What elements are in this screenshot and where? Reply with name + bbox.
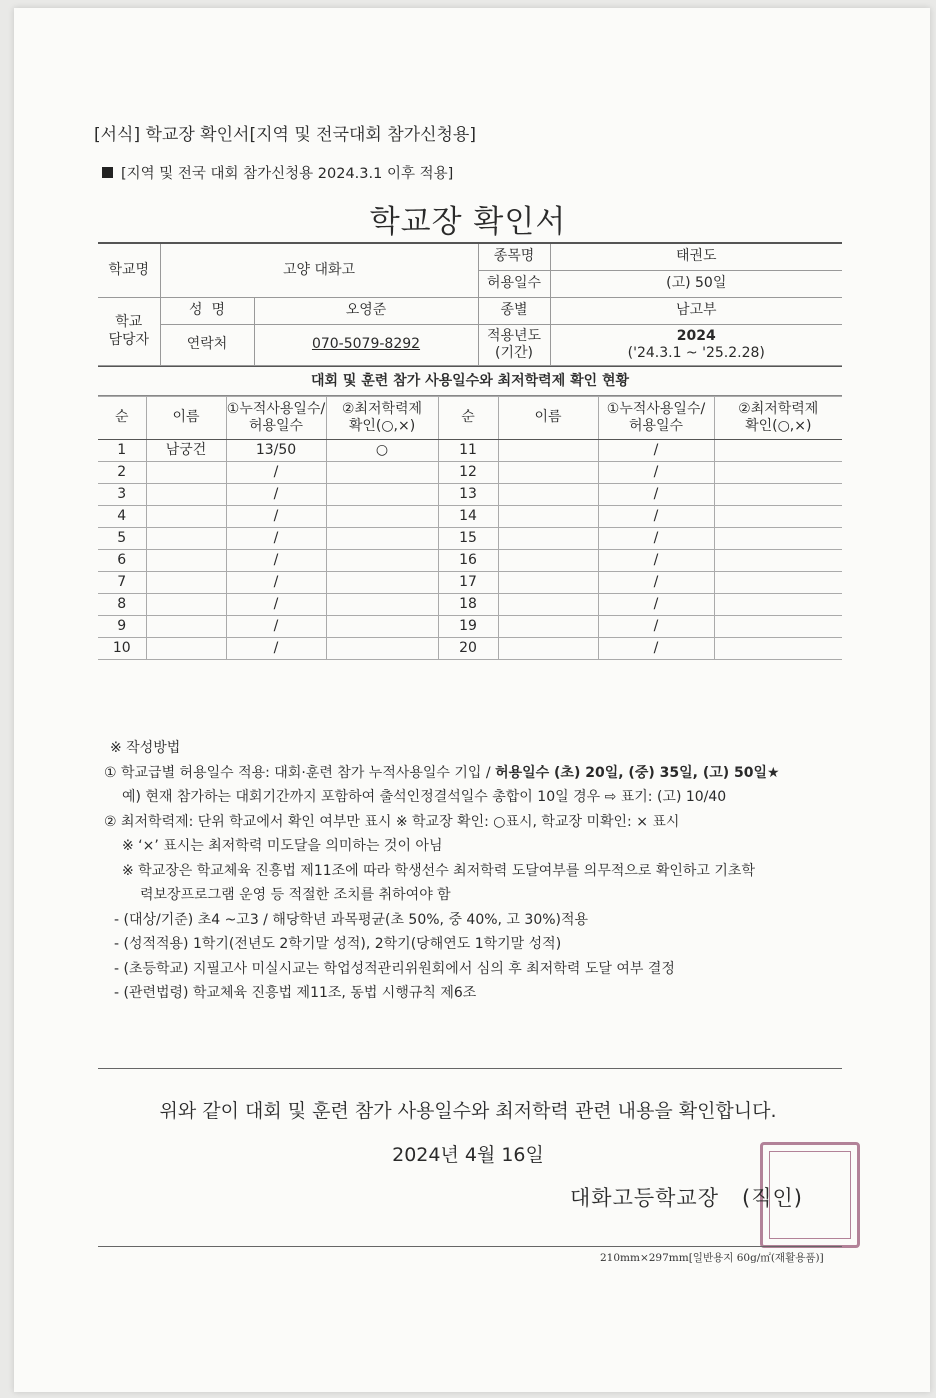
year-cell [550, 325, 842, 366]
row-no-right: 14 [438, 506, 498, 528]
document-title: 학교장 확인서 [369, 204, 567, 240]
row-check-right [714, 484, 842, 506]
roster-table [98, 396, 842, 660]
row-no: 2 [98, 462, 146, 484]
row-days: / [226, 572, 326, 594]
row-days-right: / [598, 440, 714, 462]
paper-spec: 210mm×297mm[일반용지 60g/㎡(재활용품)] [600, 1252, 824, 1264]
header-no: 순 [98, 397, 146, 440]
row-days-right: / [598, 506, 714, 528]
row-name [146, 550, 226, 572]
row-days: / [226, 594, 326, 616]
year-label: 적용년도 (기간) [478, 325, 550, 366]
row-name-right [498, 440, 598, 462]
row-no: 9 [98, 616, 146, 638]
note-1-example: 예) 현재 참가하는 대회기간까지 포함하여 출석인정결석일수 총합이 10일 경우 ⇨ 표기: (고) 10/40 [122, 789, 727, 805]
row-check: ○ [326, 440, 438, 462]
row-name-right [498, 594, 598, 616]
school-name-label: 학교명 [98, 243, 160, 298]
divider-top [98, 1068, 842, 1069]
row-no-right: 17 [438, 572, 498, 594]
school-info-table [98, 242, 842, 366]
note-2-a: ※ ‘×’ 표시는 최저학력 미도달을 의미하는 것이 아님 [122, 838, 443, 854]
contact-value [254, 325, 478, 366]
header-name: 이름 [146, 397, 226, 440]
row-name-right [498, 528, 598, 550]
row-no: 4 [98, 506, 146, 528]
row-check [326, 594, 438, 616]
confirmation-statement: 위와 같이 대회 및 훈련 참가 사용일수와 최저학력 관련 내용을 확인합니다. [159, 1100, 777, 1122]
header-days-right: ①누적사용일수/ 허용일수 [598, 397, 714, 440]
allowed-days-value: (고) 50일 [550, 271, 842, 298]
contact-label: 연락처 [160, 325, 254, 366]
table-row [98, 484, 842, 506]
row-days: / [226, 484, 326, 506]
note-2-b-line1: ※ 학교장은 학교체육 진흥법 제11조에 따라 학생선수 최저학력 도달여부를 의무적으로 확인하고 기초학 [122, 862, 755, 879]
row-check [326, 550, 438, 572]
row-days: / [226, 462, 326, 484]
row-name [146, 528, 226, 550]
header-check: ②최저학력제 확인(○,×) [326, 397, 438, 440]
section-title: 대회 및 훈련 참가 사용일수와 최저학력제 확인 현황 [98, 366, 842, 396]
note-1-bold: 허용일수 (초) 20일, (중) 35일, (고) 50일★ [495, 764, 780, 781]
row-name [146, 572, 226, 594]
row-check [326, 528, 438, 550]
row-name-right [498, 484, 598, 506]
row-name-right [498, 462, 598, 484]
row-check-right [714, 440, 842, 462]
row-check [326, 616, 438, 638]
detail-3: - (초등학교) 지필고사 미실시교는 학업성적관리위원회에서 심의 후 최저학력 도달 여부 결정 [114, 960, 675, 977]
table-row [98, 616, 842, 638]
school-name-value: 고양 대화고 [160, 243, 478, 298]
row-no: 3 [98, 484, 146, 506]
row-name [146, 506, 226, 528]
row-name-right [498, 506, 598, 528]
row-days: / [226, 506, 326, 528]
event-label: 종목명 [478, 243, 550, 271]
row-no: 1 [98, 440, 146, 462]
table-row [98, 638, 842, 660]
period-value: ('24.3.1 ~ '25.2.28) [627, 345, 765, 361]
row-days: / [226, 638, 326, 660]
row-no-right: 18 [438, 594, 498, 616]
row-check-right [714, 572, 842, 594]
principal-signature-line: 대화고등학교장 (직인) [570, 1186, 803, 1210]
header-days: ①누적사용일수/ 허용일수 [226, 397, 326, 440]
table-row [98, 572, 842, 594]
row-no: 7 [98, 572, 146, 594]
row-days-right: / [598, 572, 714, 594]
roster-header-row [98, 397, 842, 440]
roster-body [98, 440, 842, 660]
row-name-right [498, 638, 598, 660]
detail-2: - (성적적용) 1학기(전년도 2학기말 성적), 2학기(당해연도 1학기말 성적) [114, 936, 562, 952]
row-check [326, 572, 438, 594]
row-no: 10 [98, 638, 146, 660]
table-row [98, 506, 842, 528]
divider-bottom [98, 1246, 842, 1247]
year-value: 2024 [676, 327, 716, 344]
row-days: 13/50 [226, 440, 326, 462]
note-2: ② 최저학력제: 단위 학교에서 확인 여부만 표시 ※ 학교장 확인: ○표시, 학교장 미확인: × 표시 [104, 813, 680, 830]
form-label: [서식] 학교장 확인서[지역 및 전국대회 참가신청용] [94, 125, 476, 145]
row-days-right: / [598, 616, 714, 638]
header-name-right: 이름 [498, 397, 598, 440]
row-days: / [226, 550, 326, 572]
row-name [146, 616, 226, 638]
row-no-right: 13 [438, 484, 498, 506]
row-no-right: 19 [438, 616, 498, 638]
subheader-text: [지역 및 전국 대회 참가신청용 2024.3.1 이후 적용] [121, 166, 454, 182]
row-days-right: / [598, 550, 714, 572]
table-row [98, 462, 842, 484]
square-bullet-icon [102, 167, 113, 178]
row-check [326, 638, 438, 660]
row-days: / [226, 616, 326, 638]
row-days-right: / [598, 594, 714, 616]
category-value: 남고부 [550, 298, 842, 325]
table-row [98, 594, 842, 616]
row-name-right [498, 550, 598, 572]
row-check [326, 462, 438, 484]
row-no: 6 [98, 550, 146, 572]
header-no-right: 순 [438, 397, 498, 440]
manager-name-label: 성 명 [160, 298, 254, 325]
manager-label: 학교 담당자 [98, 298, 160, 366]
row-days-right: / [598, 638, 714, 660]
header-check-right: ②최저학력제 확인(○,×) [714, 397, 842, 440]
table-row [98, 550, 842, 572]
issue-date: 2024년 4월 16일 [392, 1144, 544, 1166]
row-name-right [498, 572, 598, 594]
row-no: 8 [98, 594, 146, 616]
row-days-right: / [598, 528, 714, 550]
row-name [146, 594, 226, 616]
category-label: 종별 [478, 298, 550, 325]
subheader [102, 162, 453, 183]
contact-number: 070-5079-8292 [311, 336, 421, 353]
row-check-right [714, 506, 842, 528]
row-check-right [714, 616, 842, 638]
row-check-right [714, 594, 842, 616]
detail-4: - (관련법령) 학교체육 진흥법 제11조, 동법 시행규칙 제6조 [114, 985, 477, 1001]
row-days-right: / [598, 484, 714, 506]
table-row [98, 440, 842, 462]
row-check-right [714, 550, 842, 572]
event-value: 태권도 [550, 243, 842, 271]
row-check-right [714, 638, 842, 660]
notes-section [104, 736, 780, 1006]
manager-name-value: 오영준 [254, 298, 478, 325]
row-check [326, 506, 438, 528]
table-row [98, 528, 842, 550]
detail-1: - (대상/기준) 초4 ~고3 / 해당학년 과목평균(초 50%, 중 40%, 고 30%)적용 [114, 911, 589, 928]
row-name-right [498, 616, 598, 638]
note-1-text: ① 학교급별 허용일수 적용: 대회·훈련 참가 누적사용일수 기입 / [104, 764, 496, 781]
row-name [146, 484, 226, 506]
row-no-right: 15 [438, 528, 498, 550]
allowed-days-label: 허용일수 [478, 271, 550, 298]
row-name [146, 638, 226, 660]
row-name: 남궁건 [146, 440, 226, 462]
row-days: / [226, 528, 326, 550]
row-check-right [714, 462, 842, 484]
row-name [146, 462, 226, 484]
row-no-right: 11 [438, 440, 498, 462]
row-no-right: 12 [438, 462, 498, 484]
row-no-right: 16 [438, 550, 498, 572]
note-2-b-line2: 력보장프로그램 운영 등 적절한 조치를 취하여야 함 [140, 887, 451, 903]
notes-heading: ※ 작성방법 [110, 740, 181, 756]
row-check [326, 484, 438, 506]
row-days-right: / [598, 462, 714, 484]
row-no: 5 [98, 528, 146, 550]
note-1 [104, 761, 780, 786]
row-check-right [714, 528, 842, 550]
row-no-right: 20 [438, 638, 498, 660]
